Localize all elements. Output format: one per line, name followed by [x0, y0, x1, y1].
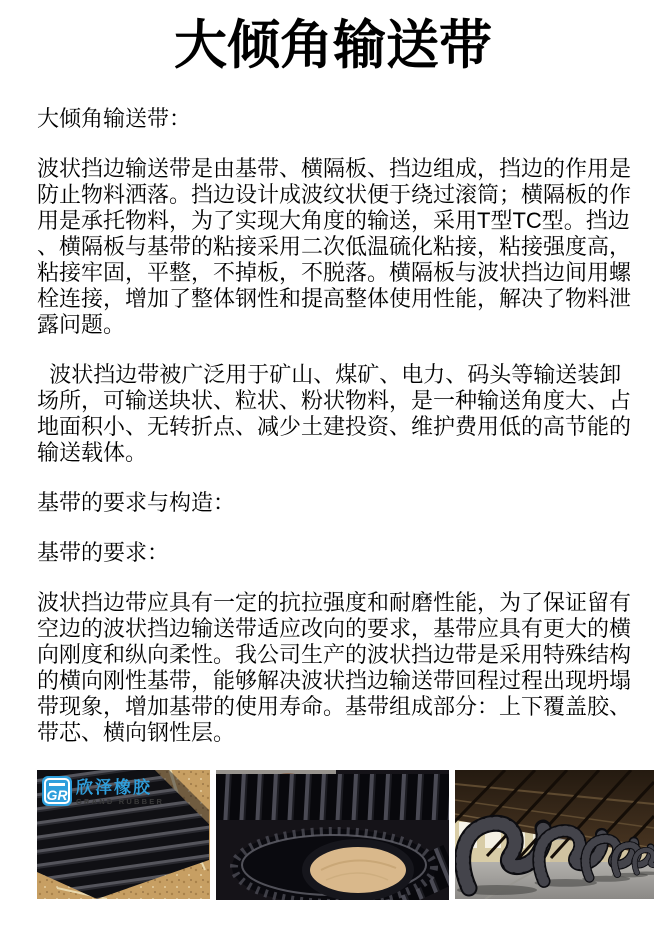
paragraph-applications: 波状挡边带被广泛用于矿山、煤矿、电力、码头等输送装卸场所，可输送块状、粒状、粉状物料，是一种输送角度大、占地面积小、无转折点、减少土建投资、维护费用低的高节能的输送载体。: [37, 362, 632, 465]
paragraph-intro-label: 大倾角输送带：: [37, 106, 192, 131]
paragraph-base-belt-requirements-heading: 基带的要求：: [37, 540, 170, 565]
product-photo-belt-loop: [216, 770, 449, 900]
product-photo-sidewall-sheets: [37, 770, 210, 899]
belt-loop-illustration: [216, 770, 449, 900]
product-description-page: [0, 16, 666, 946]
product-image-gallery: [37, 770, 666, 900]
page-title: 大倾角输送带: [174, 16, 492, 75]
logo-text: [76, 776, 164, 806]
logo-monogram: GR: [46, 787, 68, 803]
paragraph-base-belt-heading: 基带的要求与构造：: [37, 490, 236, 515]
article-body: [37, 106, 631, 746]
product-photo-warehouse: [455, 770, 654, 899]
paragraph-composition: 波状挡边输送带是由基带、横隔板、挡边组成，挡边的作用是防止物料洒落。挡边设计成波纹状便于绕过滚筒；横隔板的作用是承托物料，为了实现大角度的输送，采用T型TC型。挡边、横隔板与基带的粘接采用二次低温硫化粘接，粘接强度高，粘接牢固，平整，不掉板，不脱落。横隔板与波状挡边间用螺栓连接，增加了整体钢性和提高整体使用性能，解决了物料泄露问题。: [37, 156, 632, 337]
logo-company-name-en: GRAND RUBBER: [76, 797, 165, 806]
logo-company-name-cn: 欣泽橡胶: [76, 778, 152, 797]
warehouse-illustration: [455, 770, 654, 899]
paragraph-base-belt-details: 波状挡边带应具有一定的抗拉强度和耐磨性能，为了保证留有空边的波状挡边输送带适应改向的要求，基带应具有更大的横向刚度和纵向柔性。我公司生产的波状挡边带是采用特殊结构的横向刚性基带，能够解决波状挡边输送带回程过程出现坍塌带现象，增加基带的使用寿命。基带组成部分：上下覆盖胶、带芯、横向钢性层。: [37, 590, 632, 745]
logo-gr-mark-icon: [42, 776, 72, 806]
company-logo: [42, 776, 164, 806]
